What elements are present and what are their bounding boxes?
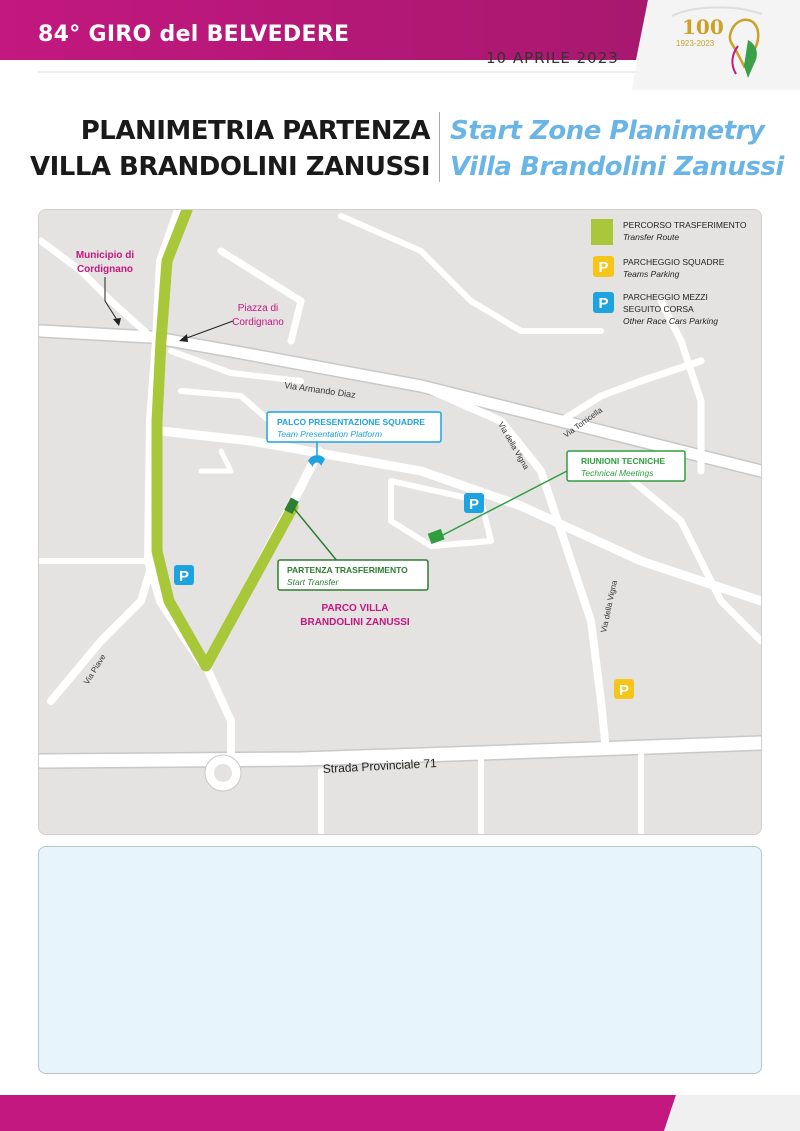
callout-riunioni-title: RIUNIONI TECNICHE <box>581 456 666 466</box>
event-date: 10 APRILE 2023 <box>486 49 619 67</box>
callout-palco-sub: Team Presentation Platform <box>277 429 383 439</box>
title-divider <box>439 112 440 182</box>
parking-blue-1 <box>174 565 194 585</box>
title-en-line2: Villa Brandolini Zanussi <box>450 152 784 182</box>
svg-text:P: P <box>598 259 609 276</box>
parking-yellow <box>614 679 634 699</box>
title-en-line1: Start Zone Planimetry <box>450 116 765 146</box>
street-torricella: Via Torricella <box>561 405 604 440</box>
street-sp71: Strada Provinciale 71 <box>322 756 438 776</box>
centenary-logo <box>652 4 792 88</box>
piazza-label-2: Cordignano <box>232 317 284 328</box>
logo-years: 1923-2023 <box>676 39 715 48</box>
parco-label-2: BRANDOLINI ZANUSSI <box>300 617 410 628</box>
footer-band <box>0 1092 800 1131</box>
logo-number: 100 <box>682 15 724 39</box>
notes-box <box>38 846 762 1074</box>
svg-text:P: P <box>468 496 480 513</box>
callout-palco-title: PALCO PRESENTAZIONE SQUADRE <box>277 417 425 427</box>
street-armando-diaz: Via Armando Diaz <box>283 380 357 400</box>
street-piave: Via Piave <box>82 652 108 687</box>
title-it-line2: VILLA BRANDOLINI ZANUSSI <box>29 152 430 182</box>
municipio-label-1: Municipio di <box>75 250 135 261</box>
map <box>39 210 761 834</box>
municipio-label-2: Cordignano <box>76 264 134 275</box>
callout-partenza-title: PARTENZA TRASFERIMENTO <box>287 565 408 575</box>
svg-text:P: P <box>598 295 609 312</box>
legend-cars-sublabel: Other Race Cars Parking <box>623 316 718 326</box>
parco-label-1: PARCO VILLA <box>321 603 389 614</box>
callout-palco <box>267 412 441 442</box>
street-vigna-1: Via della Vigna <box>496 420 531 471</box>
piazza-label-1: Piazza di <box>237 303 279 314</box>
title-english <box>450 113 784 185</box>
callout-riunioni <box>567 451 685 481</box>
callout-riunioni-sub: Technical Meetings <box>581 468 654 478</box>
svg-text:P: P <box>178 568 190 585</box>
callout-partenza-sub: Start Transfer <box>287 577 339 587</box>
legend-cars-label-1: PARCHEGGIO MEZZI <box>623 292 708 302</box>
svg-text:P: P <box>618 682 630 699</box>
legend-route-swatch <box>591 219 613 245</box>
title-italian <box>30 113 430 185</box>
roundabout-island <box>214 764 232 782</box>
title-it-line1: PLANIMETRIA PARTENZA <box>80 116 430 146</box>
legend-cars-label-2: SEGUITO CORSA <box>623 304 694 314</box>
legend-teams-label: PARCHEGGIO SQUADRE <box>623 257 725 267</box>
event-title: 84° GIRO del BELVEDERE <box>38 22 350 47</box>
street-vigna-2: Via della Vigna <box>599 579 619 634</box>
parking-blue-2 <box>464 493 484 513</box>
legend-route-sublabel: Transfer Route <box>623 232 680 242</box>
legend-teams-sublabel: Teams Parking <box>623 269 680 279</box>
callout-partenza <box>278 560 428 590</box>
map-frame <box>38 209 762 835</box>
legend-route-label: PERCORSO TRASFERIMENTO <box>623 220 747 230</box>
